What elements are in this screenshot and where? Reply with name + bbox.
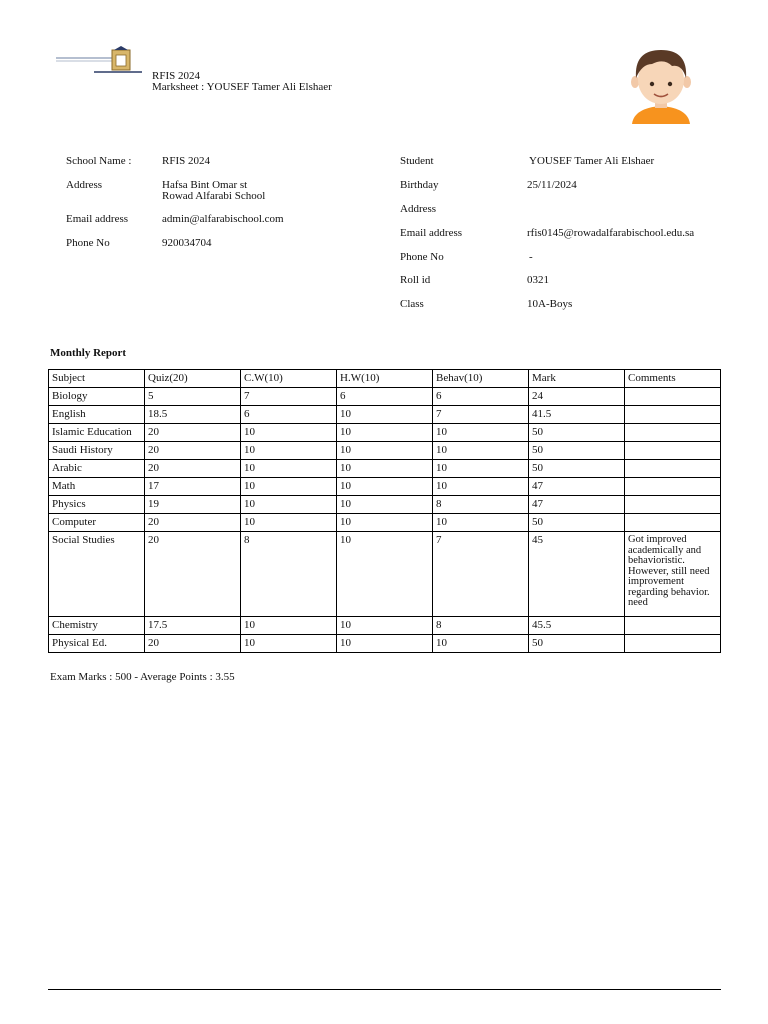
cell-classwork: 10 [241,424,337,442]
cell-classwork: 10 [241,460,337,478]
cell-subject: Physical Ed. [49,635,145,653]
school-phone-label: Phone No [66,237,110,249]
cell-comments: Got improved academically and behavioristic. However, still need improvement regarding behavior. need [625,532,721,617]
cell-quiz: 5 [145,388,241,406]
cell-behavior: 8 [433,617,529,635]
cell-behavior: 7 [433,532,529,617]
school-name-label: School Name : [66,155,132,167]
cell-classwork: 10 [241,442,337,460]
table-row [49,514,721,532]
cell-classwork: 7 [241,388,337,406]
cell-behavior: 10 [433,635,529,653]
student-birthday-value: 25/11/2024 [527,179,577,191]
cell-homework: 10 [337,478,433,496]
cell-mark: 45 [529,532,625,617]
cell-quiz: 20 [145,514,241,532]
header-classwork: C.W(10) [241,370,337,388]
cell-mark: 50 [529,424,625,442]
cell-homework: 10 [337,514,433,532]
school-phone-value: 920034704 [162,237,212,249]
table-row [49,460,721,478]
cell-quiz: 17.5 [145,617,241,635]
table-row [49,406,721,424]
cell-homework: 10 [337,617,433,635]
cell-comments [625,442,721,460]
cell-subject: Islamic Education [49,424,145,442]
cell-homework: 6 [337,388,433,406]
cell-mark: 50 [529,442,625,460]
school-logo [54,46,144,76]
cell-homework: 10 [337,406,433,424]
cell-mark: 50 [529,460,625,478]
student-address-label: Address [400,203,437,215]
cell-comments [625,514,721,532]
cell-comments [625,388,721,406]
cell-subject: Social Studies [49,532,145,617]
cell-subject: Computer [49,514,145,532]
header-comments: Comments [625,370,721,388]
cell-mark: 45.5 [529,617,625,635]
student-roll-label: Roll id [400,274,431,286]
header-quiz: Quiz(20) [145,370,241,388]
header-school-name: RFIS 2024 [152,70,200,82]
student-avatar [628,44,694,124]
marks-table [48,369,721,653]
cell-comments [625,617,721,635]
cell-behavior: 8 [433,496,529,514]
table-row [49,496,721,514]
student-class-label: Class [400,298,424,310]
cell-homework: 10 [337,460,433,478]
footer-divider [48,989,721,990]
cell-behavior: 6 [433,388,529,406]
table-row [49,388,721,406]
table-row [49,478,721,496]
cell-quiz: 18.5 [145,406,241,424]
cell-mark: 24 [529,388,625,406]
cell-quiz: 20 [145,442,241,460]
student-roll-value: 0321 [527,274,549,286]
student-class-value: 10A-Boys [527,298,573,310]
cell-homework: 10 [337,496,433,514]
cell-quiz: 20 [145,424,241,442]
student-email-label: Email address [400,227,463,239]
cell-comments [625,460,721,478]
cell-classwork: 10 [241,617,337,635]
cell-comments [625,496,721,514]
cell-mark: 41.5 [529,406,625,424]
student-phone-value: - [529,251,533,263]
school-email-label: Email address [66,213,129,225]
student-label: Student [400,155,434,167]
school-address-line1: Hafsa Bint Omar st [162,179,248,191]
cell-classwork: 6 [241,406,337,424]
cell-behavior: 10 [433,460,529,478]
cell-mark: 47 [529,478,625,496]
table-row [49,424,721,442]
cell-subject: Arabic [49,460,145,478]
cell-comments [625,424,721,442]
header-subject: Subject [49,370,145,388]
cell-classwork: 10 [241,496,337,514]
header-mark: Mark [529,370,625,388]
cell-quiz: 20 [145,460,241,478]
cell-behavior: 10 [433,424,529,442]
table-row [49,635,721,653]
header-marksheet-title: Marksheet : YOUSEF Tamer Ali Elshaer [152,81,332,93]
cell-subject: Saudi History [49,442,145,460]
cell-subject: Chemistry [49,617,145,635]
cell-classwork: 10 [241,635,337,653]
cell-homework: 10 [337,532,433,617]
cell-quiz: 17 [145,478,241,496]
school-name-value: RFIS 2024 [162,155,210,167]
cell-mark: 47 [529,496,625,514]
student-phone-label: Phone No [400,251,444,263]
cell-comments [625,635,721,653]
cell-quiz: 19 [145,496,241,514]
student-email-value: rfis0145@rowadalfarabischool.edu.sa [527,227,695,239]
cell-behavior: 7 [433,406,529,424]
cell-subject: English [49,406,145,424]
cell-quiz: 20 [145,635,241,653]
cell-behavior: 10 [433,514,529,532]
table-row [49,442,721,460]
student-birthday-label: Birthday [400,179,439,191]
table-row [49,617,721,635]
cell-behavior: 10 [433,442,529,460]
header-homework: H.W(10) [337,370,433,388]
cell-behavior: 10 [433,478,529,496]
table-header-row [49,370,721,388]
exam-summary: Exam Marks : 500 - Average Points : 3.55 [50,671,235,683]
cell-comments [625,406,721,424]
school-address-line2: Rowad Alfarabi School [162,190,266,202]
cell-subject: Physics [49,496,145,514]
cell-subject: Biology [49,388,145,406]
cell-homework: 10 [337,424,433,442]
cell-mark: 50 [529,635,625,653]
monthly-report-title: Monthly Report [50,347,127,359]
school-address-label: Address [66,179,103,191]
cell-mark: 50 [529,514,625,532]
cell-classwork: 10 [241,478,337,496]
cell-homework: 10 [337,442,433,460]
cell-classwork: 8 [241,532,337,617]
student-name-value: YOUSEF Tamer Ali Elshaer [529,155,655,167]
cell-classwork: 10 [241,514,337,532]
cell-comments [625,478,721,496]
cell-subject: Math [49,478,145,496]
header-behavior: Behav(10) [433,370,529,388]
cell-homework: 10 [337,635,433,653]
school-email-value: admin@alfarabischool.com [162,213,284,225]
table-row [49,532,721,617]
cell-quiz: 20 [145,532,241,617]
